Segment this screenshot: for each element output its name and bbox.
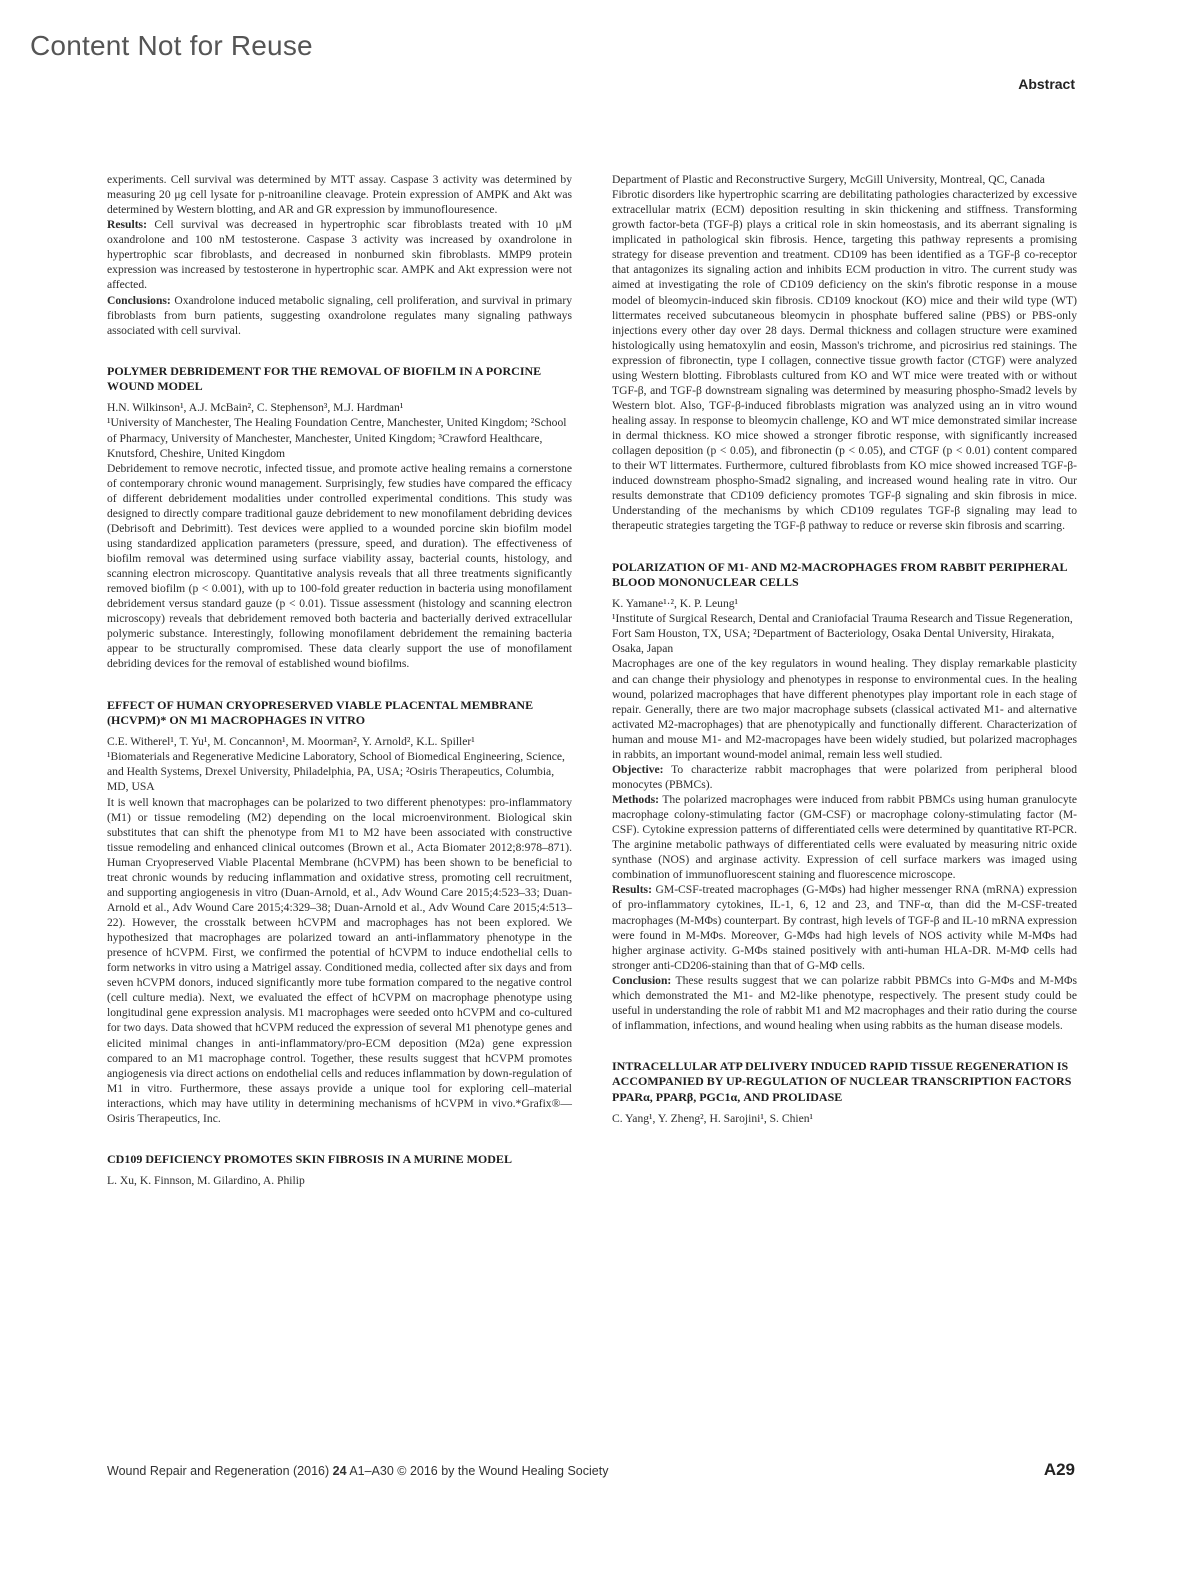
- left-column: [107, 172, 572, 1188]
- results-label: Results:: [612, 883, 652, 897]
- abstract-authors: C.E. Witherel¹, T. Yu¹, M. Concannon¹, M. Moorman², Y. Arnold², K.L. Spiller¹: [107, 735, 475, 749]
- objective-text: To characterize rabbit macrophages that were polarized from peripheral blood monocytes (PBMCs).: [612, 762, 1077, 791]
- abstract-intro: Macrophages are one of the key regulators in wound healing. They display remarkable plasticity and can change their physiology and phenotypes in response to environmental cues. In the healing wound, polarized macrophages that have different phenotypes play important role in each stage of repair. Generally, there are two major macrophage subsets (classical activated M1- and alternative activated M2-macrophages) that are phenotypically and functionally different. Characterization of human and mouse M1- and M2-macropages have been widely studied, but polarized macrophages in rabbits, an important wound-model animal, remain less well studied.: [612, 657, 1077, 761]
- conclusions-paragraph: [107, 293, 572, 338]
- watermark: Content Not for Reuse: [30, 30, 313, 61]
- objective-paragraph: [612, 762, 1077, 792]
- abstract-title: POLYMER DEBRIDEMENT FOR THE REMOVAL OF BIOFILM IN A PORCINE WOUND MODEL: [107, 363, 542, 394]
- abstract-affiliation: ¹Institute of Surgical Research, Dental and Craniofacial Trauma Research and Tissue Regeneration, Fort Sam Houston, TX, USA; ²Department of Bacteriology, Osaka Dental University, Hirakata, Osaka, Japan: [612, 612, 1073, 656]
- abstract-body: Fibrotic disorders like hypertrophic scarring are debilitating pathologies characterized by excessive extracellular matrix (ECM) deposition resulting in skin thickening and stiffness. Transforming growth factor-beta (TGF-β) plays a critical role in skin homeostasis, and its aberrant signaling is implicated in pathological skin fibrosis. Hence, targeting this pathway represents a promising strategy for disease prevention and treatment. CD109 has been identified as a TGF-β co-receptor that antagonizes its signaling action and inhibits ECM production in vitro. The current study was aimed at investigating the role of CD109 deficiency on the skin's fibrotic response in a mouse model of bleomycin-induced skin fibrosis. CD109 knockout (KO) mice and their wild type (WT) littermates received subcutaneous bleomycin in phosphate buffered saline (PBS) or PBS-only injections every other day over 28 days. Dermal thickness and collagen structure were examined histologically using hematoxylin and eosin, Masson's trichrome, and picrosirius red stainings. The expression of fibronectin, type I collagen, connective tissue growth factor (CTGF) were analyzed using Western blotting. Fibroblasts cultured from KO and WT mice were treated with or without TGF-β, and TGF-β downstream signaling was determined by measuring phospho-Smad2 levels by Western blot. Also, TGF-β-induced fibroblasts migration was analyzed using an in vitro wound healing assay. In response to bleomycin challenge, KO and WT mice demonstrated similar increase in dermal thickness. KO mice showed a stronger fibrotic response, with significantly increased collagen deposition (p < 0.05), and fibronectin (p < 0.05), and CTGF (p < 0.01) content compared to their WT littermates. Furthermore, cultured fibroblasts from KO mice showed increased TGF-β-induced downstream phospho-Smad2 signaling, and increased wound healing rate in vitro. Our results demonstrate that CD109 deficiency promotes TGF-β signaling and skin fibrosis in mice. Understanding of the mechanisms by which CD109 regulates TGF-β signaling may lead to therapeutic strategies targeting the TGF-β pathway to reduce or reverse skin fibrosis and scarring.: [612, 188, 1077, 533]
- methods-text: The polarized macrophages were induced from rabbit PBMCs using human granulocyte macrophage colony-stimulating factor (GM-CSF) or macrophage colony-stimulating factor (M-CSF). Cytokine expression patterns of differentiated cells were determined by quantitative RT-PCR. The arginine metabolic pathways of differentiated cells were evaluated by measuring nitric oxide synthase (NOS) and arginase activity. Expression of cell surface markers was imaged using combination of immunofluorescent staining and fluorescence microscope.: [612, 793, 1077, 882]
- abstract-authors: H.N. Wilkinson¹, A.J. McBain², C. Stephenson³, M.J. Hardman¹: [107, 401, 404, 415]
- conclusions-label: Conclusions:: [107, 293, 171, 307]
- abstract-body: Debridement to remove necrotic, infected tissue, and promote active healing remains a cornerstone of contemporary chronic wound management. Surprisingly, few studies have compared the efficacy of different debridement modalities under controlled experimental conditions. This study was designed to directly compare traditional gauze debridement to new monofilament debriding devices (Debrisoft and Debrimitt). Test devices were applied to a wounded porcine skin biofilm model using standardized application parameters (pressure, speed, and duration). The effectiveness of biofilm removal was determined using surface viability assay, bacterial counts, histology, and scanning electron microscopy. Quantitative analysis reveals that all three treatments significantly removed biofilm (p < 0.001), with up to 100-fold greater reduction in bacteria using monofilament debridement versus standard gauze (p < 0.01). Tissue assessment (histology and scanning electron microscopy) reveals that debridement removed both bacteria and bacterially derived extracellular polymeric substance. Interestingly, following monofilament debridement the remaining bacteria appear to be structurally compromised. These data clearly support the use of monofilament debriding devices for the removal of established wound biofilms.: [107, 461, 572, 671]
- abstract-authors: L. Xu, K. Finnson, M. Gilardino, A. Philip: [107, 1174, 305, 1188]
- conclusions-text: Oxandrolone induced metabolic signaling, cell proliferation, and survival in primary fibroblasts from burn patients, suggesting oxandrolone regulates many signaling pathways associated with cell survival.: [107, 293, 572, 337]
- page-footer: [107, 1460, 1075, 1479]
- conclusion-paragraph: [612, 973, 1077, 1033]
- abstract-affiliation: ¹University of Manchester, The Healing Foundation Centre, Manchester, United Kingdom; ²School of Pharmacy, University of Manchester, Manchester, United Kingdom; ³Crawford Healthcare, Knutsford, Cheshire, United Kingdom: [107, 416, 567, 460]
- conclusion-text: These results suggest that we can polarize rabbit PBMCs into G-MΦs and M-MΦs which demonstrated the M1- and M2-like phenotype, respectively. The present study could be useful in understanding the role of rabbit M1 and M2 macrophages and their ratio during the course of inflammation, infections, and wound healing when using rabbits as the human disease models.: [612, 973, 1077, 1032]
- page-number: A29: [1043, 1460, 1075, 1479]
- conclusion-label: Conclusion:: [612, 973, 672, 987]
- right-column: [612, 172, 1077, 1126]
- abstract-affiliation: Department of Plastic and Reconstructive Surgery, McGill University, Montreal, QC, Canada: [612, 173, 1045, 186]
- results-paragraph: [612, 882, 1077, 972]
- results-text: Cell survival was decreased in hypertrophic scar fibroblasts treated with 10 μM oxandrolone and 100 nM testosterone. Caspase 3 activity was increased by oxandrolone in hypertrophic scar fibroblasts, and decreased in nonburned skin fibroblasts. MMP9 protein expression was increased by testosterone in hypertrophic scar. AMPK and Akt expression were not affected.: [107, 218, 572, 292]
- methods-label: Methods:: [612, 793, 660, 807]
- journal-citation: A1–A30 © 2016 by the Wound Healing Society: [346, 1464, 609, 1478]
- abstract-title: POLARIZATION OF M1- AND M2-MACROPHAGES FROM RABBIT PERIPHERAL BLOOD MONONUCLEAR CELLS: [612, 559, 1067, 589]
- abstract-title: EFFECT OF HUMAN CRYOPRESERVED VIABLE PLACENTAL MEMBRANE (HCVPM)* ON M1 MACROPHAGES IN VITRO: [107, 697, 534, 727]
- section-label: Abstract: [1018, 76, 1075, 92]
- abstract-authors: K. Yamane¹·², K. P. Leung¹: [612, 597, 739, 611]
- methods-paragraph: [612, 792, 1077, 882]
- journal-name: Wound Repair and Regeneration (2016): [107, 1464, 333, 1478]
- abstract-authors: C. Yang¹, Y. Zheng², H. Sarojini¹, S. Chien¹: [612, 1112, 814, 1126]
- abstract-title: CD109 DEFICIENCY PROMOTES SKIN FIBROSIS IN A MURINE MODEL: [107, 1151, 512, 1166]
- journal-volume: 24: [332, 1464, 347, 1478]
- abstract-affiliation: ¹Biomaterials and Regenerative Medicine Laboratory, School of Biomedical Engineering, Science, and Health Systems, Drexel University, Philadelphia, PA, USA; ²Osiris Therapeutics, Columbia, MD, USA: [107, 750, 565, 794]
- abstract-title: INTRACELLULAR ATP DELIVERY INDUCED RAPID TISSUE REGENERATION IS ACCOMPANIED BY UP-REGULATION OF NUCLEAR TRANSCRIPTION FACTORS PPARα, PPARβ, PGC1α, AND PROLIDASE: [612, 1059, 1072, 1104]
- continued-paragraph: experiments. Cell survival was determined by MTT assay. Caspase 3 activity was determined by measuring 20 μg cell lysate for p-nitroaniline cleavage. Protein expression of AMPK and Akt was determined by Western blotting, and AR and GR expression by immunoflouresence.: [107, 173, 572, 217]
- results-text: GM-CSF-treated macrophages (G-MΦs) had higher messenger RNA (mRNA) expression of pro-inflammatory cytokines, IL-1, 6, 12 and 23, and TNF-α, than did the M-CSF-treated macrophages (M-MΦs) counterpart. By contrast, high levels of TGF-β and IL-10 mRNA expression were found in M-MΦs. Moreover, G-MΦs had high levels of NOS activity while M-MΦs had higher arginase activity. G-MΦs stained positively with anti-human HLA-DR. M-MΦ cells had stronger anti-CD206-staining than that of G-MΦ cells.: [612, 883, 1077, 972]
- objective-label: Objective:: [612, 762, 664, 776]
- results-paragraph: [107, 217, 572, 292]
- abstract-body: It is well known that macrophages can be polarized to two different phenotypes: pro-inflammatory (M1) or tissue remodeling (M2) depending on the local microenvironment. Biological skin substitutes that can shift the phenotype from M1 to M2 have been associated with constructive tissue remodeling and enhanced clinical outcomes (Brown et al., Acta Biomater 2012;8:978–871). Human Cryopreserved Viable Placental Membrane (hCVPM) has been shown to be beneficial to treat chronic wounds by reducing inflammation and oxidative stress, promoting cell recruitment, and supporting angiogenesis in vitro (Duan-Arnold, et al., Adv Wound Care 2015;4:523–33; Duan-Arnold et al., Adv Wound Care 2015;4:329–38; Duan-Arnold et al., Adv Wound Care 2015;4:513–22). However, the crosstalk between hCVPM and macrophages has not been explored. We hypothesized that macrophages are polarized toward an anti-inflammatory phenotype in the presence of hCVPM. First, we confirmed the potential of hCVPM to induce endothelial cells to form networks in vitro using a Matrigel assay. Conditioned media, collected after six days and from seven hCVPM donors, induced significantly more tube formation compared to the negative control (cell culture media). Next, we evaluated the effect of hCVPM on macrophage phenotype using longitudinal gene expression analysis. M1 macrophages were seeded onto hCVPM and co-cultured for two days. Data showed that hCVPM reduced the expression of several M1 phenotype genes and elicited minimal changes in anti-inflammatory/pro-ECM deposition (M2a) gene expression compared to an M1 macrophage control. Together, these results suggest that hCVPM promotes angiogenesis via direct actions on endothelial cells and reduces inflammation by down-regulation of M1 in vitro. Furthermore, these assays provide a unique tool for exploring cell–material interactions, which may have utility in determining mechanisms of hCVPM in vivo.*Grafix®—Osiris Therapeutics, Inc.: [107, 795, 572, 1125]
- results-label: Results:: [107, 218, 147, 232]
